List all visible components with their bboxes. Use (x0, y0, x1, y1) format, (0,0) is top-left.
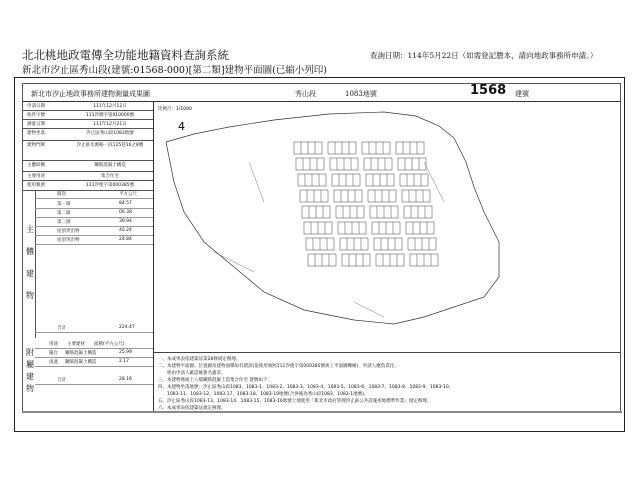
info-value: 汐止區水源路一段125巷16之8號 (76, 143, 144, 148)
floor-plan-drawing (154, 102, 620, 352)
area-row (35, 218, 153, 227)
attached-total-key: 合計 (57, 378, 66, 383)
notes-section (154, 352, 620, 414)
area-row (35, 227, 153, 236)
info-value: 111年12月12日 (93, 104, 127, 109)
note-line: 1083-11、1083-12、1083-17、1083-18、1083-19地號(合併後為秀山段1083、1083-1地號)。 (158, 392, 369, 397)
page-mark: 4 (178, 120, 185, 133)
info-key: 收件字號 (27, 113, 45, 118)
area-value: 40.24 (119, 228, 132, 233)
lot-number: 1083地號 (345, 90, 377, 98)
area-total (35, 324, 153, 333)
area-key: 第一層 (57, 202, 71, 207)
attached-value: 2.17 (119, 359, 130, 364)
attached-use: 陽台 (49, 351, 58, 356)
site-details (214, 162, 444, 317)
attached-building-label: 附屬建物 (26, 348, 34, 393)
section-name: 秀山段 (295, 90, 316, 98)
page-title: 北北桃地政電傳全功能地籍資料查詢系統 (22, 48, 229, 62)
scan-shadow (22, 411, 622, 413)
note-line: 四、本建物坐落地號：汐止區秀山段1083、1083-1、1083-2、1083-3、1083-4、1083-5、1083-6、1083-7、1083-8、1083-9、1083-10、 (158, 385, 454, 390)
attached-row (35, 349, 153, 358)
info-key: 建物坐落 (27, 131, 45, 136)
info-value: 集合住宅 (101, 174, 119, 179)
info-value: 汐止區秀山段1083地號 (86, 131, 134, 136)
info-key: 使用執照 (27, 183, 45, 188)
area-total-key: 合計 (57, 326, 66, 331)
info-key: 主體結構 (27, 163, 45, 168)
area-header-key: 層次 (57, 192, 66, 197)
attached-total-value: 28.16 (119, 377, 132, 382)
area-row (35, 209, 153, 218)
note-line: 經由申請人確認後簽名蓋章。 (158, 371, 226, 376)
area-value: 84.57 (119, 201, 132, 206)
area-row (35, 236, 153, 245)
info-key: 建物門牌 (27, 143, 45, 148)
area-value: 06.38 (119, 210, 132, 215)
note-line: 一、本成果表依建築法第28條規定辦理。 (158, 357, 241, 362)
sheet-header (23, 84, 620, 102)
area-key: 第三層 (57, 220, 71, 225)
info-value: 111汐測字第010000號 (85, 113, 135, 118)
lot-boundary (166, 112, 499, 324)
area-header-value: 平方公尺 (119, 192, 137, 197)
attached-value: 25.99 (119, 350, 132, 355)
area-value: 39.94 (119, 219, 132, 224)
page-subtitle: 新北市汐止區秀山段(建號:01568-000)[第二類]建物平面圖(已縮小列印) (22, 65, 328, 76)
main-building-label: 主體建物 (26, 225, 34, 300)
note-line: 三、本建物係地上八層鋼筋混凝土造集合住宅 建號如下： (158, 378, 272, 383)
info-key: 申請日期 (27, 104, 45, 109)
building-number: 1568 (470, 83, 507, 98)
attached-row (35, 358, 153, 367)
attached-material: 鋼筋混凝土構造 (65, 360, 97, 365)
area-key: 第二層 (57, 211, 71, 216)
info-value: 111汐使字第000385號 (85, 183, 135, 188)
area-value: 24.84 (119, 237, 132, 242)
area-row (35, 200, 153, 209)
info-value: 鋼筋混凝土構造 (94, 163, 126, 168)
attached-material: 鋼筋混凝土構造 (65, 351, 97, 356)
info-value: 111年12月21日 (93, 122, 127, 127)
attached-use: 雨遮 (49, 360, 58, 365)
note-line: 二、本建物平面圖、位置圖及建物面積如有錯誤(依使用執照111汐使字第000385號竣工平面圖轉繪)，申請人應負責任。 (158, 364, 399, 369)
attached-total (35, 376, 153, 385)
info-key: 主要用途 (27, 174, 45, 179)
area-key: 屋頂突出物 (57, 238, 80, 243)
area-header (35, 190, 153, 199)
building-label: 建號 (515, 90, 529, 98)
attached-header (35, 340, 153, 349)
office-name: 新北市汐止地政事務所建物測量成果圖 (31, 90, 150, 98)
scale-text: 比例尺：1/1000 (158, 107, 192, 112)
info-row (23, 140, 153, 161)
area-key: 屋頂突出物 (57, 229, 80, 234)
info-key: 測量日期 (27, 122, 45, 127)
note-line: 六、本成果表依建築法規定辦理。 (158, 406, 226, 411)
parking-grid (294, 142, 438, 266)
survey-sheet (22, 83, 621, 413)
area-total-value: 224.47 (119, 325, 135, 330)
info-column (23, 101, 154, 413)
attached-header-text: 用途 主要建材 面積(平方公尺) (49, 342, 125, 347)
note-line: 五、汐止區秀山段1083-13、1083-14、1083-15、1083-16地號土地使用「新北市政府管理汐止區公共設施用地標準作業」規定辦理。 (158, 399, 432, 404)
query-date: 查詢日期：114年5月22日（如需登記謄本，請向地政事務所申請。） (370, 51, 598, 60)
